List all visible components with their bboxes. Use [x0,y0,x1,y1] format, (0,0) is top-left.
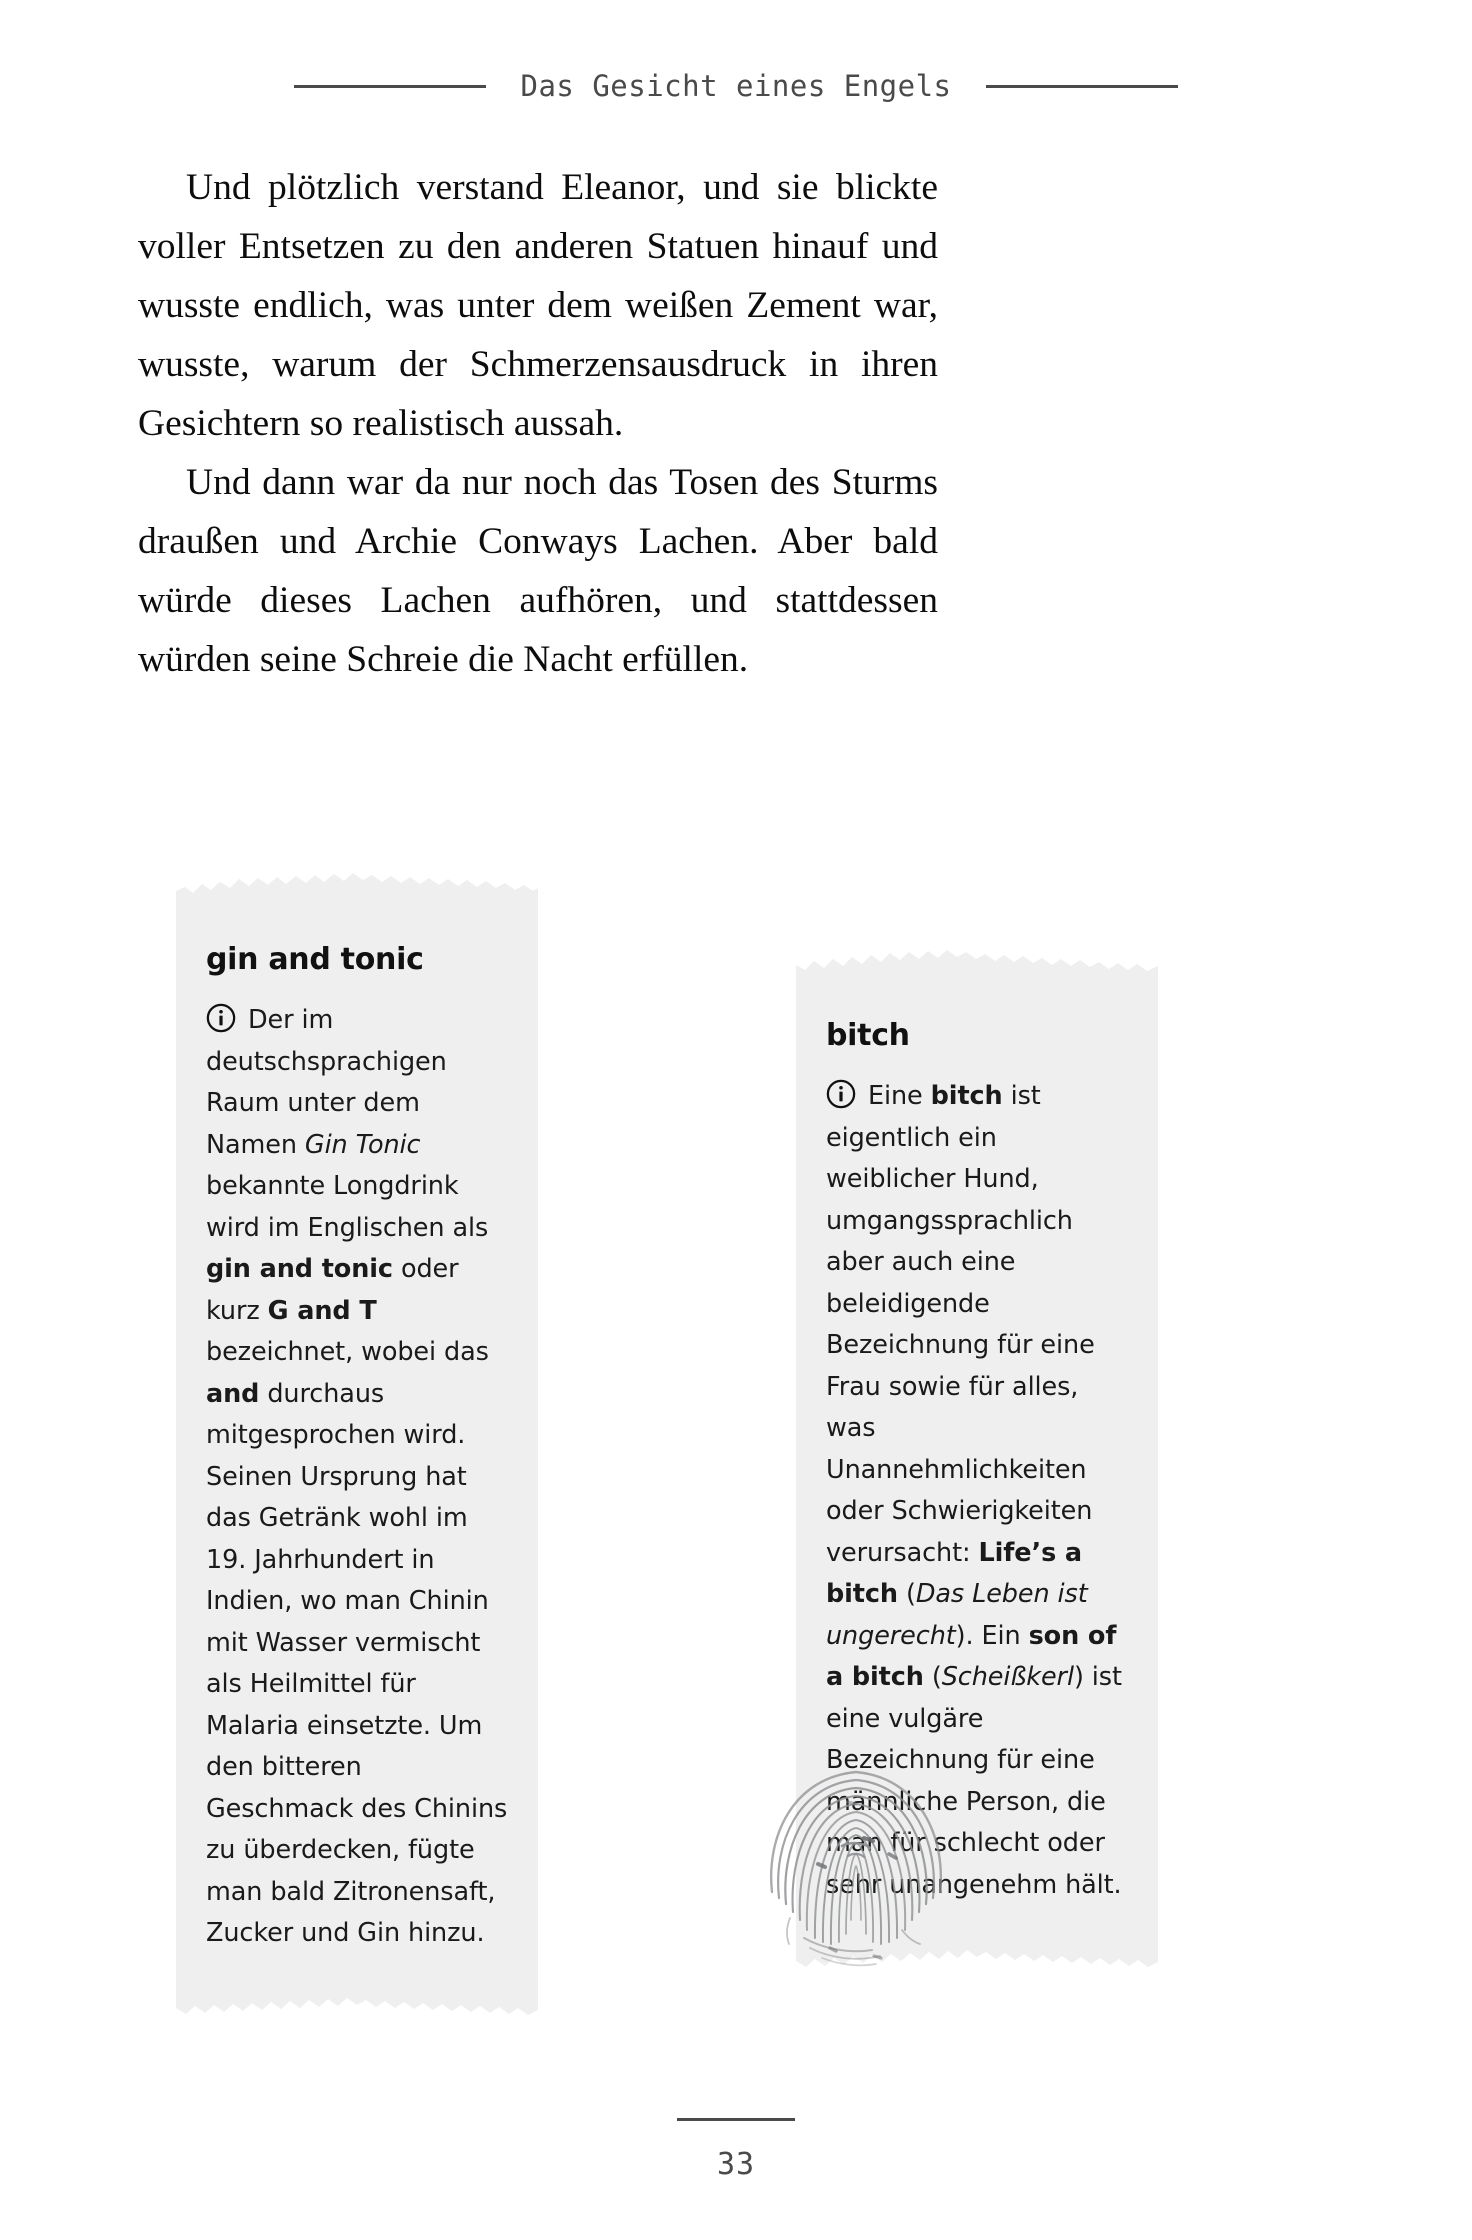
info-circle-icon [826,1079,856,1109]
torn-paper-edge-top-icon [176,873,538,907]
infobox-text-gin-and-tonic: Der im deutschsprachigen Raum unter dem Namen Gin Tonic bekannte Longdrink wird im Englischen als gin and tonic oder kurz G and T bezeichnet, wobei das and durchaus mitgesprochen wird. Seinen Ursprung hat das Getränk wohl im 19. Jahrhundert in Indien, wo man Chinin mit Wasser vermischt als Heilmittel für Malaria einsetzte. Um den bitteren Geschmack des Chinins zu überdecken, fügte man bald Zitronensaft, Zucker und Gin hinzu. [206,1005,508,1948]
info-circle-icon [206,1003,236,1033]
torn-paper-edge-top-icon [796,949,1158,983]
body-text [138,158,938,689]
running-head-rule-left [294,85,486,88]
infobox-title-bitch: bitch [826,1018,910,1053]
infobox-text-bitch: Eine bitch ist eigentlich ein weiblicher Hund, umgangssprachlich aber auch eine beleidigende Bezeichnung für eine Frau sowie für alles, was Unannehmlichkeiten oder Schwierigkeiten verursacht: Life’s a bitch (Das Leben ist ungerecht). Ein son of a bitch (Scheißkerl) ist eine vulgäre Bezeichnung für eine männliche Person, die man für schlecht oder sehr unangenehm hält. [826,1081,1122,1900]
infobox-title-gin-and-tonic: gin and tonic [206,942,424,977]
infobox-gin-and-tonic [176,906,538,1995]
infobox-body-gin-and-tonic [206,1000,508,1955]
page-footer [0,2118,1472,2182]
torn-paper-edge-bottom-icon [176,1994,538,2028]
running-head [0,62,1472,110]
footer-rule [677,2118,795,2121]
fingerprint-image [756,1742,956,1972]
running-head-rule-right [986,85,1178,88]
body-paragraph-2: Und dann war da nur noch das Tosen des Sturms draußen und Archie Conways Lachen. Aber bald würde dieses Lachen aufhören, und stattdessen würden seine Schreie die Nacht erfüllen. [138,462,938,680]
page-number: 33 [716,2147,756,2182]
body-paragraph-1: Und plötzlich verstand Eleanor, und sie blickte voller Entsetzen zu den anderen Statuen hinauf und wusste endlich, was unter dem weißen Zement war, wusste, warum der Schmerzensausdruck in ihren Gesichtern so realistisch aussah. [138,167,938,444]
running-head-title: Das Gesicht eines Engels [520,69,952,103]
